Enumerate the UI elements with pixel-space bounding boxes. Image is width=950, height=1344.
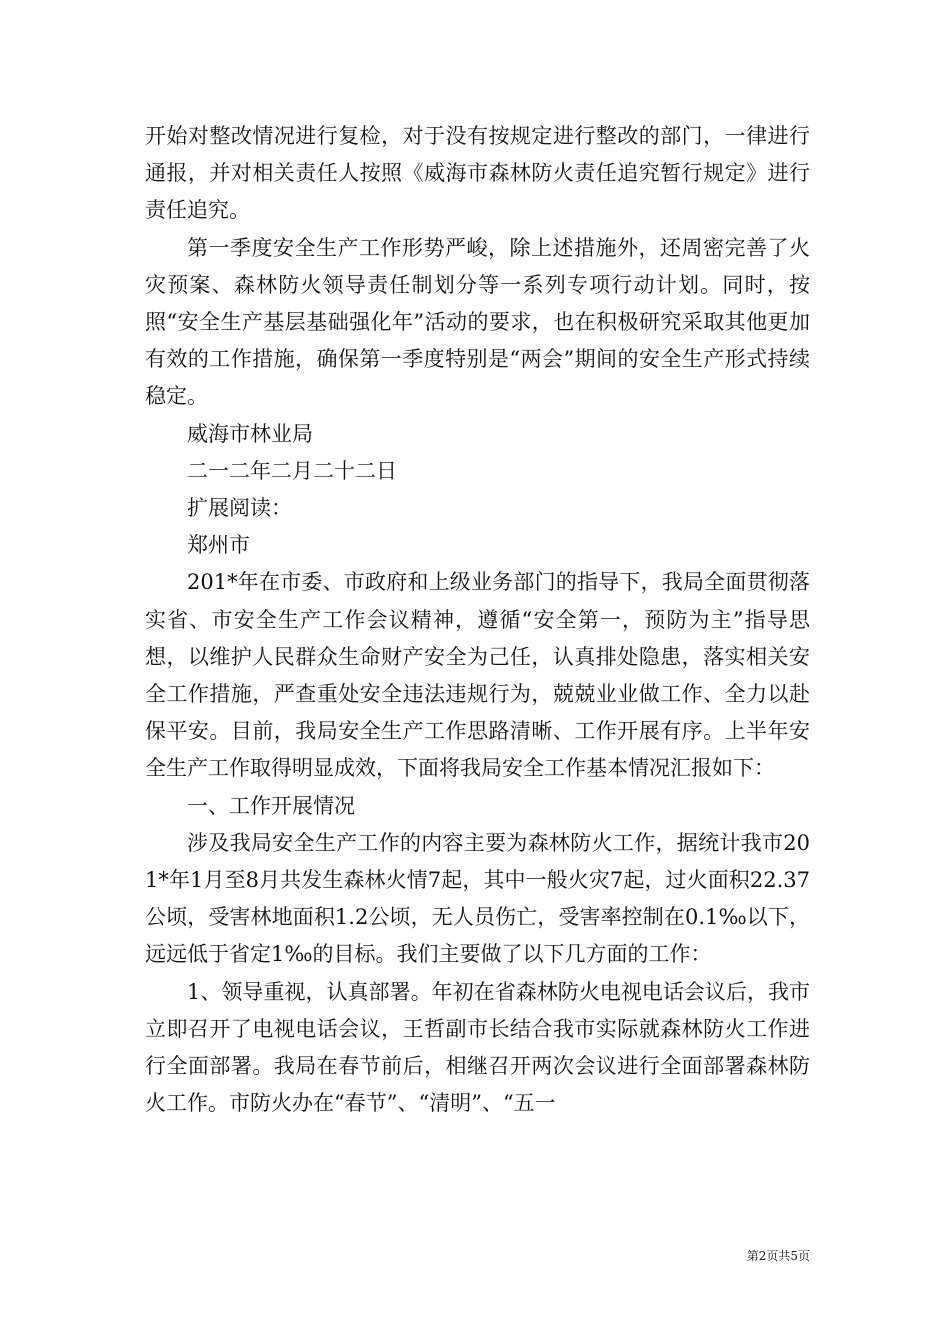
paragraph-intro: 201*年在市委、市政府和上级业务部门的指导下，我局全面贯彻落实省、市安全生产工作会议精神，遵循“安全第一，预防为主”指导思想，以维护人民群众生命财产安全为己任，认真排处隐患，落实相关安全工作措施，严查重处安全违法违规行为，兢兢业业做工作、全力以赴保平安。目前，我局安全生产工作思路清晰、工作开展有序。上半年安全生产工作取得明显成效，下面将我局安全工作基本情况汇报如下：	[145, 570, 810, 781]
paragraph-statistics: 涉及我局安全生产工作的内容主要为森林防火工作，据统计我市201*年1月至8月共发生森林火情7起，其中一般火灾7起，过火面积22.37公顷，受害林地面积1.2公顷，无人员伤亡，受害率控制在0.1‰以下，远远低于省定1‰的目标。我们主要做了以下几方面的工作：	[145, 830, 810, 967]
document-body	[145, 118, 810, 1122]
extended-reading-heading: 扩展阅读：	[187, 496, 292, 521]
signature-org: 威海市林业局	[187, 421, 313, 446]
section-heading: 一、工作开展情况	[187, 793, 355, 818]
paragraph-2: 第一季度安全生产工作形势严峻，除上述措施外，还周密完善了火灾预案、森林防火领导责任制划分等一系列专项行动计划。同时，按照“安全生产基层基础强化年”活动的要求，也在积极研究采取其他更加有效的工作措施，确保第一季度特别是“两会”期间的安全生产形式持续稳定。	[145, 235, 810, 409]
paragraph-leadership: 1、领导重视，认真部署。年初在省森林防火电视电话会议后，我市立即召开了电视电话会议，王哲副市长结合我市实际就森林防火工作进行全面部署。我局在春节前后，相继召开两次会议进行全面部署森林防火工作。市防火办在“春节”、“清明”、“五一	[145, 979, 810, 1116]
paragraph-1: 开始对整改情况进行复检，对于没有按规定进行整改的部门，一律进行通报，并对相关责任人按照《威海市森林防火责任追究暂行规定》进行责任追究。	[145, 124, 810, 223]
page-number: 第2页共5页	[746, 1249, 810, 1263]
signature-date: 二一二年二月二十二日	[187, 458, 397, 483]
city-heading: 郑州市	[187, 533, 250, 558]
